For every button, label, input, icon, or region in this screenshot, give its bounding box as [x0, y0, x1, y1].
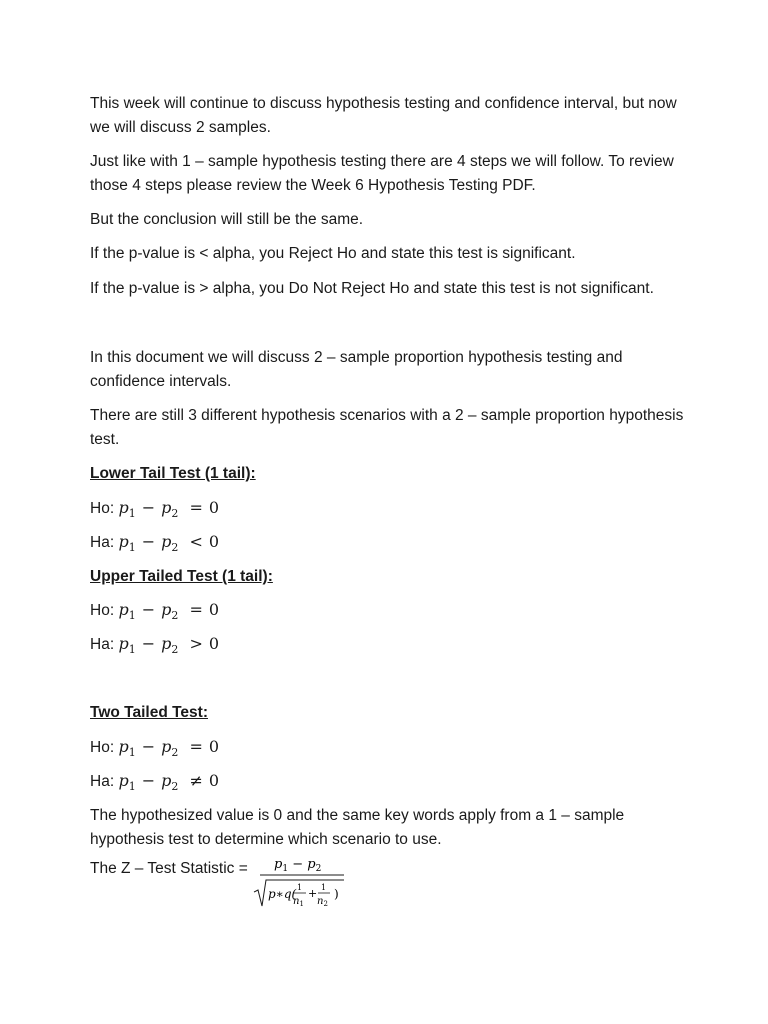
intro-paragraph: This week will continue to discuss hypothesis testing and confidence interval, but now we will discuss 2 samples.	[90, 95, 677, 136]
reject-rule-paragraph: If the p-value is < alpha, you Reject Ho and state this test is significant.	[90, 245, 576, 262]
formula-label: The Z – Test Statistic =	[90, 860, 248, 877]
formula-denominator: p∗q(	[268, 887, 297, 901]
upper-tail-alt-hypothesis: Ha: $p_1 - p_2 > 0$	[90, 634, 220, 657]
ha-label: Ha:	[90, 636, 115, 653]
two-tailed-alt-hypothesis: Ha: $p_1 - p_2 \ne 0$	[90, 771, 220, 794]
lower-tail-alt-hypothesis: Ha: $p_1 - p_2 < 0$	[90, 532, 220, 555]
document-scope-paragraph: In this document we will discuss 2 – sample proportion hypothesis testing and confidence intervals.	[90, 349, 623, 390]
svg-text:): )	[334, 887, 339, 901]
lower-tail-heading: Lower Tail Test (1 tail):	[90, 465, 256, 482]
svg-text:1: 1	[297, 883, 303, 892]
relation-symbol: =	[189, 498, 203, 517]
svg-text:n1: $n_1$	[293, 896, 304, 908]
steps-paragraph: Just like with 1 – sample hypothesis testing there are 4 steps we will follow. To review those 4 steps please review the Week 6 Hypothesis Testing PDF.	[90, 153, 674, 194]
relation-symbol: =	[189, 600, 203, 619]
relation-symbol: =	[189, 737, 203, 756]
svg-text:n2: $n_2$	[317, 896, 328, 908]
relation-symbol: >	[189, 634, 203, 653]
relation-symbol: <	[189, 532, 203, 551]
conclusion-paragraph: But the conclusion will still be the same.	[90, 211, 364, 228]
upper-tail-null-hypothesis: Ho: $p_1 - p_2 = 0$	[90, 600, 220, 623]
lower-tail-null-hypothesis: Ho: $p_1 - p_2 = 0$	[90, 498, 220, 521]
z-statistic-fraction	[250, 854, 350, 914]
upper-tail-heading: Upper Tailed Test (1 tail):	[90, 568, 273, 585]
scenarios-paragraph: There are still 3 different hypothesis scenarios with a 2 – sample proportion hypothesis test.	[90, 407, 684, 448]
ha-label: Ha:	[90, 773, 115, 790]
formula-numerator: $p_1 - p_2$	[274, 857, 322, 874]
svg-text:+: +	[308, 887, 318, 900]
hypothesized-value-paragraph: The hypothesized value is 0 and the same key words apply from a 1 – sample hypothesis test to determine which scenario to use.	[90, 807, 625, 848]
not-reject-rule-paragraph: If the p-value is > alpha, you Do Not Reject Ho and state this test is not significant.	[90, 280, 654, 297]
ho-label: Ho:	[90, 602, 115, 619]
ho-label: Ho:	[90, 500, 115, 517]
relation-symbol: ≠	[189, 771, 203, 790]
two-tailed-null-hypothesis: Ho: $p_1 - p_2 = 0$	[90, 737, 220, 760]
z-test-statistic-formula	[90, 857, 339, 908]
svg-text:1: 1	[321, 883, 327, 892]
ha-label: Ha:	[90, 534, 115, 551]
ho-label: Ho:	[90, 739, 115, 756]
two-tailed-heading: Two Tailed Test:	[90, 704, 208, 721]
